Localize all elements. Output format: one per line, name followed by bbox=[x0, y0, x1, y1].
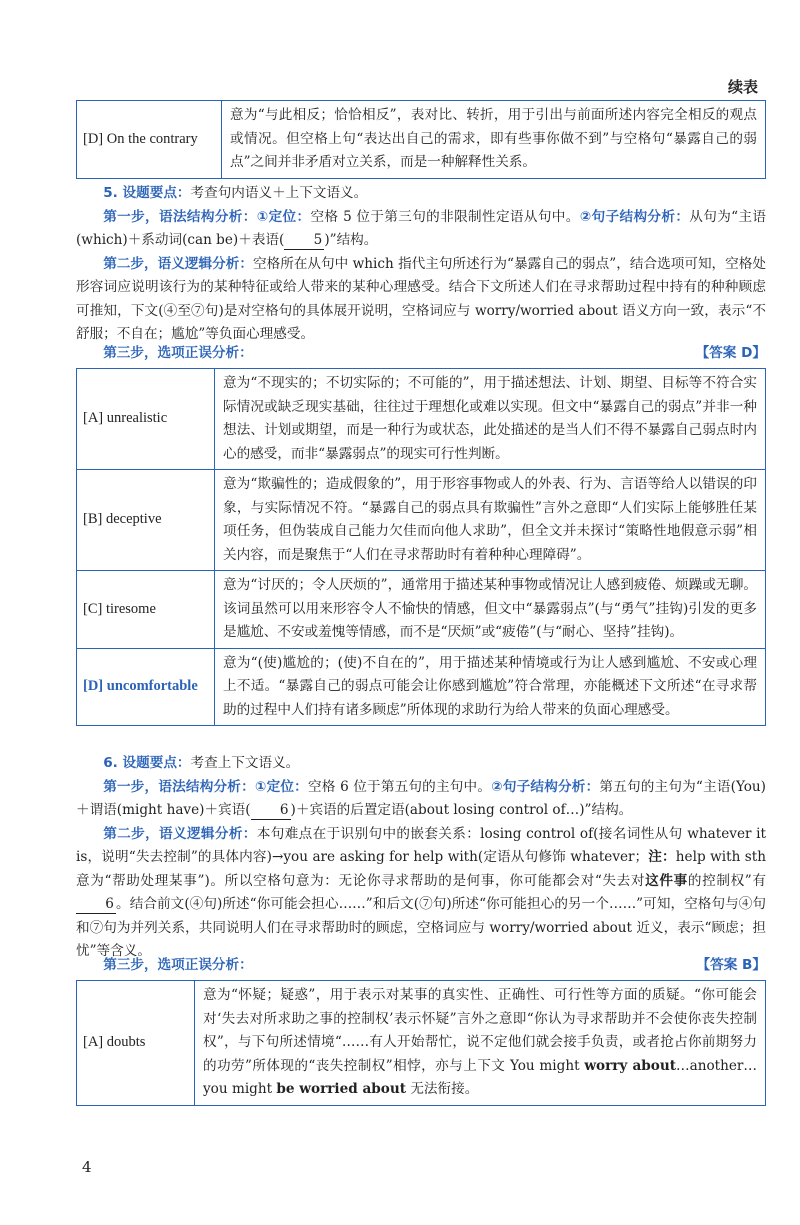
blank-5: 5 bbox=[284, 231, 324, 250]
q5-explanation bbox=[76, 182, 766, 347]
q5-option-table bbox=[76, 368, 766, 726]
option-label: [A] unrealistic bbox=[77, 369, 215, 470]
table-row bbox=[77, 470, 766, 571]
q6-answer: 【答案 B】 bbox=[696, 957, 766, 973]
option-label: [A] doubts bbox=[77, 981, 195, 1106]
option-label-correct: [D] uncomfortable bbox=[77, 648, 215, 726]
q5-step3-label: 第三步，选项正误分析： bbox=[103, 345, 253, 361]
q5-step3-row bbox=[76, 341, 766, 365]
option-label: [D] On the contrary bbox=[77, 101, 222, 179]
q5-heading: 5. 设题要点：考查句内语义＋上下文语义。 bbox=[103, 185, 368, 201]
option-description: 意为“怀疑；疑惑”，用于表示对某事的真实性、正确性、可行性等方面的质疑。“你可能会对‘失去对所求助之事的控制权’表示怀疑”言外之意即“你认为寻求帮助并不会使你丧失控制权”，与下句所述情境“……有人开始帮忙，说不定他们就会接手负责，或者抢占你前期努力的功劳”所体现的“丧失控制权”相悖，亦与上下文 You might worry about…another…you might be worried about 无法衔接。 bbox=[195, 981, 766, 1106]
blank-6: 6 bbox=[251, 801, 291, 820]
q5-answer: 【答案 D】 bbox=[695, 345, 766, 361]
continued-label: 续表 bbox=[727, 78, 758, 96]
option-description: 意为“不现实的；不切实际的；不可能的”，用于描述想法、计划、期望、目标等不符合实际情况或缺乏现实基础，往往过于理想化或难以实现。但文中“暴露自己的弱点”并非一种想法、计划或期望，而是一种行为或状态，此处描述的是当人们不得不暴露自己弱点时内心的感受，而非“暴露弱点”的现实可行性判断。 bbox=[215, 369, 766, 470]
table-row bbox=[77, 369, 766, 470]
option-description: 意为“讨厌的；令人厌烦的”，通常用于描述某种事物或情况让人感到疲倦、烦躁或无聊。该词虽然可以用来形容令人不愉快的情感，但文中“暴露弱点”(与“勇气”挂钩)引发的更多是尴尬、不安或羞愧等情感，而不是“厌烦”或“疲倦”(与“耐心、坚持”挂钩)。 bbox=[215, 571, 766, 649]
q5-step2: 第二步，语义逻辑分析：空格所在从句中 which 指代主句所述行为“暴露自己的弱点”，结合选项可知，空格处形容词应说明该行为的某种特征或给人带来的某种心理感受。结合下文所述人们在寻求帮助过程中持有的种种顾虑可推知，下文(④至⑦句)是对空格句的具体展开说明，空格词应与 worry/worried about 语义方向一致，表示“不舒服；不自在；尴尬”等负面心理感受。 bbox=[76, 255, 766, 342]
table-row bbox=[77, 648, 766, 726]
table-row bbox=[77, 981, 766, 1106]
q6-option-table bbox=[76, 980, 766, 1106]
q5-step1: 第一步，语法结构分析：①定位：空格 5 位于第三句的非限制性定语从句中。②句子结构分析：从句为“主语(which)＋系动词(can be)＋表语( 5 )”结构。 bbox=[76, 208, 767, 248]
option-label: [C] tiresome bbox=[77, 571, 215, 649]
blank-6-inline: 6 bbox=[76, 895, 116, 914]
option-description: 意为“欺骗性的；造成假象的”，用于形容事物或人的外表、行为、言语等给人以错误的印象，与实际情况不符。“暴露自己的弱点具有欺骗性”言外之意即“人们实际上能够胜任某项任务，但伪装成自己能力欠佳而向他人求助”，但全文并未探讨“策略性地假意示弱”相关内容，而是聚焦于“人们在寻求帮助时有着种种心理障碍”。 bbox=[215, 470, 766, 571]
option-label: [B] deceptive bbox=[77, 470, 215, 571]
q6-step3-label: 第三步，选项正误分析： bbox=[103, 957, 253, 973]
table-row bbox=[77, 571, 766, 649]
option-description: 意为“(使)尴尬的；(使)不自在的”，用于描述某种情境或行为让人感到尴尬、不安或心理上不适。“暴露自己的弱点可能会让你感到尴尬”符合常理，亦能概述下文所述“在寻求帮助的过程中人们持有诸多顾虑”所体现的求助行为给人带来的负面心理感受。 bbox=[215, 648, 766, 726]
q6-step1: 第一步，语法结构分析：①定位：空格 6 位于第五句的主句中。②句子结构分析：第五句的主句为“主语(You)＋谓语(might have)＋宾语( 6 )＋宾语的后置定语(about losing control of…)”结构。 bbox=[76, 778, 766, 818]
page-number: 4 bbox=[82, 1158, 92, 1176]
option-description: 意为“与此相反；恰恰相反”，表对比、转折，用于引出与前面所述内容完全相反的观点或情况。但空格上句“表达出自己的需求，即有些事你做不到”与空格句“暴露自己的弱点”之间并非矛盾对立关系，而是一种解释性关系。 bbox=[222, 101, 766, 179]
option-table-continued bbox=[76, 100, 766, 179]
q6-step3-row bbox=[76, 953, 766, 977]
q6-heading: 6. 设题要点：考查上下文语义。 bbox=[103, 755, 300, 771]
q6-step2: 第二步，语义逻辑分析：本句难点在于识别句中的嵌套关系：losing control of(接名词性从句 whatever it is，说明“失去控制”的具体内容)→you are asking for help with(定语从句修饰 whatever；注：help with sth 意为“帮助处理某事”)。所以空格句意为：无论你寻求帮助的是何事，你可能都会对“失去对这件事的控制权”有6 。结合前文(④句)所述“你可能会担心……”和后文(⑦句)所述“你可能担心的另一个……”可知，空格句与④句和⑦句为并列关系，共同说明人们在寻求帮助时的顾虑，空格词应与 worry/worried about 近义，表示“顾虑；担忧”等含义。 bbox=[76, 825, 767, 959]
q6-explanation bbox=[76, 752, 766, 964]
table-row bbox=[77, 101, 766, 179]
